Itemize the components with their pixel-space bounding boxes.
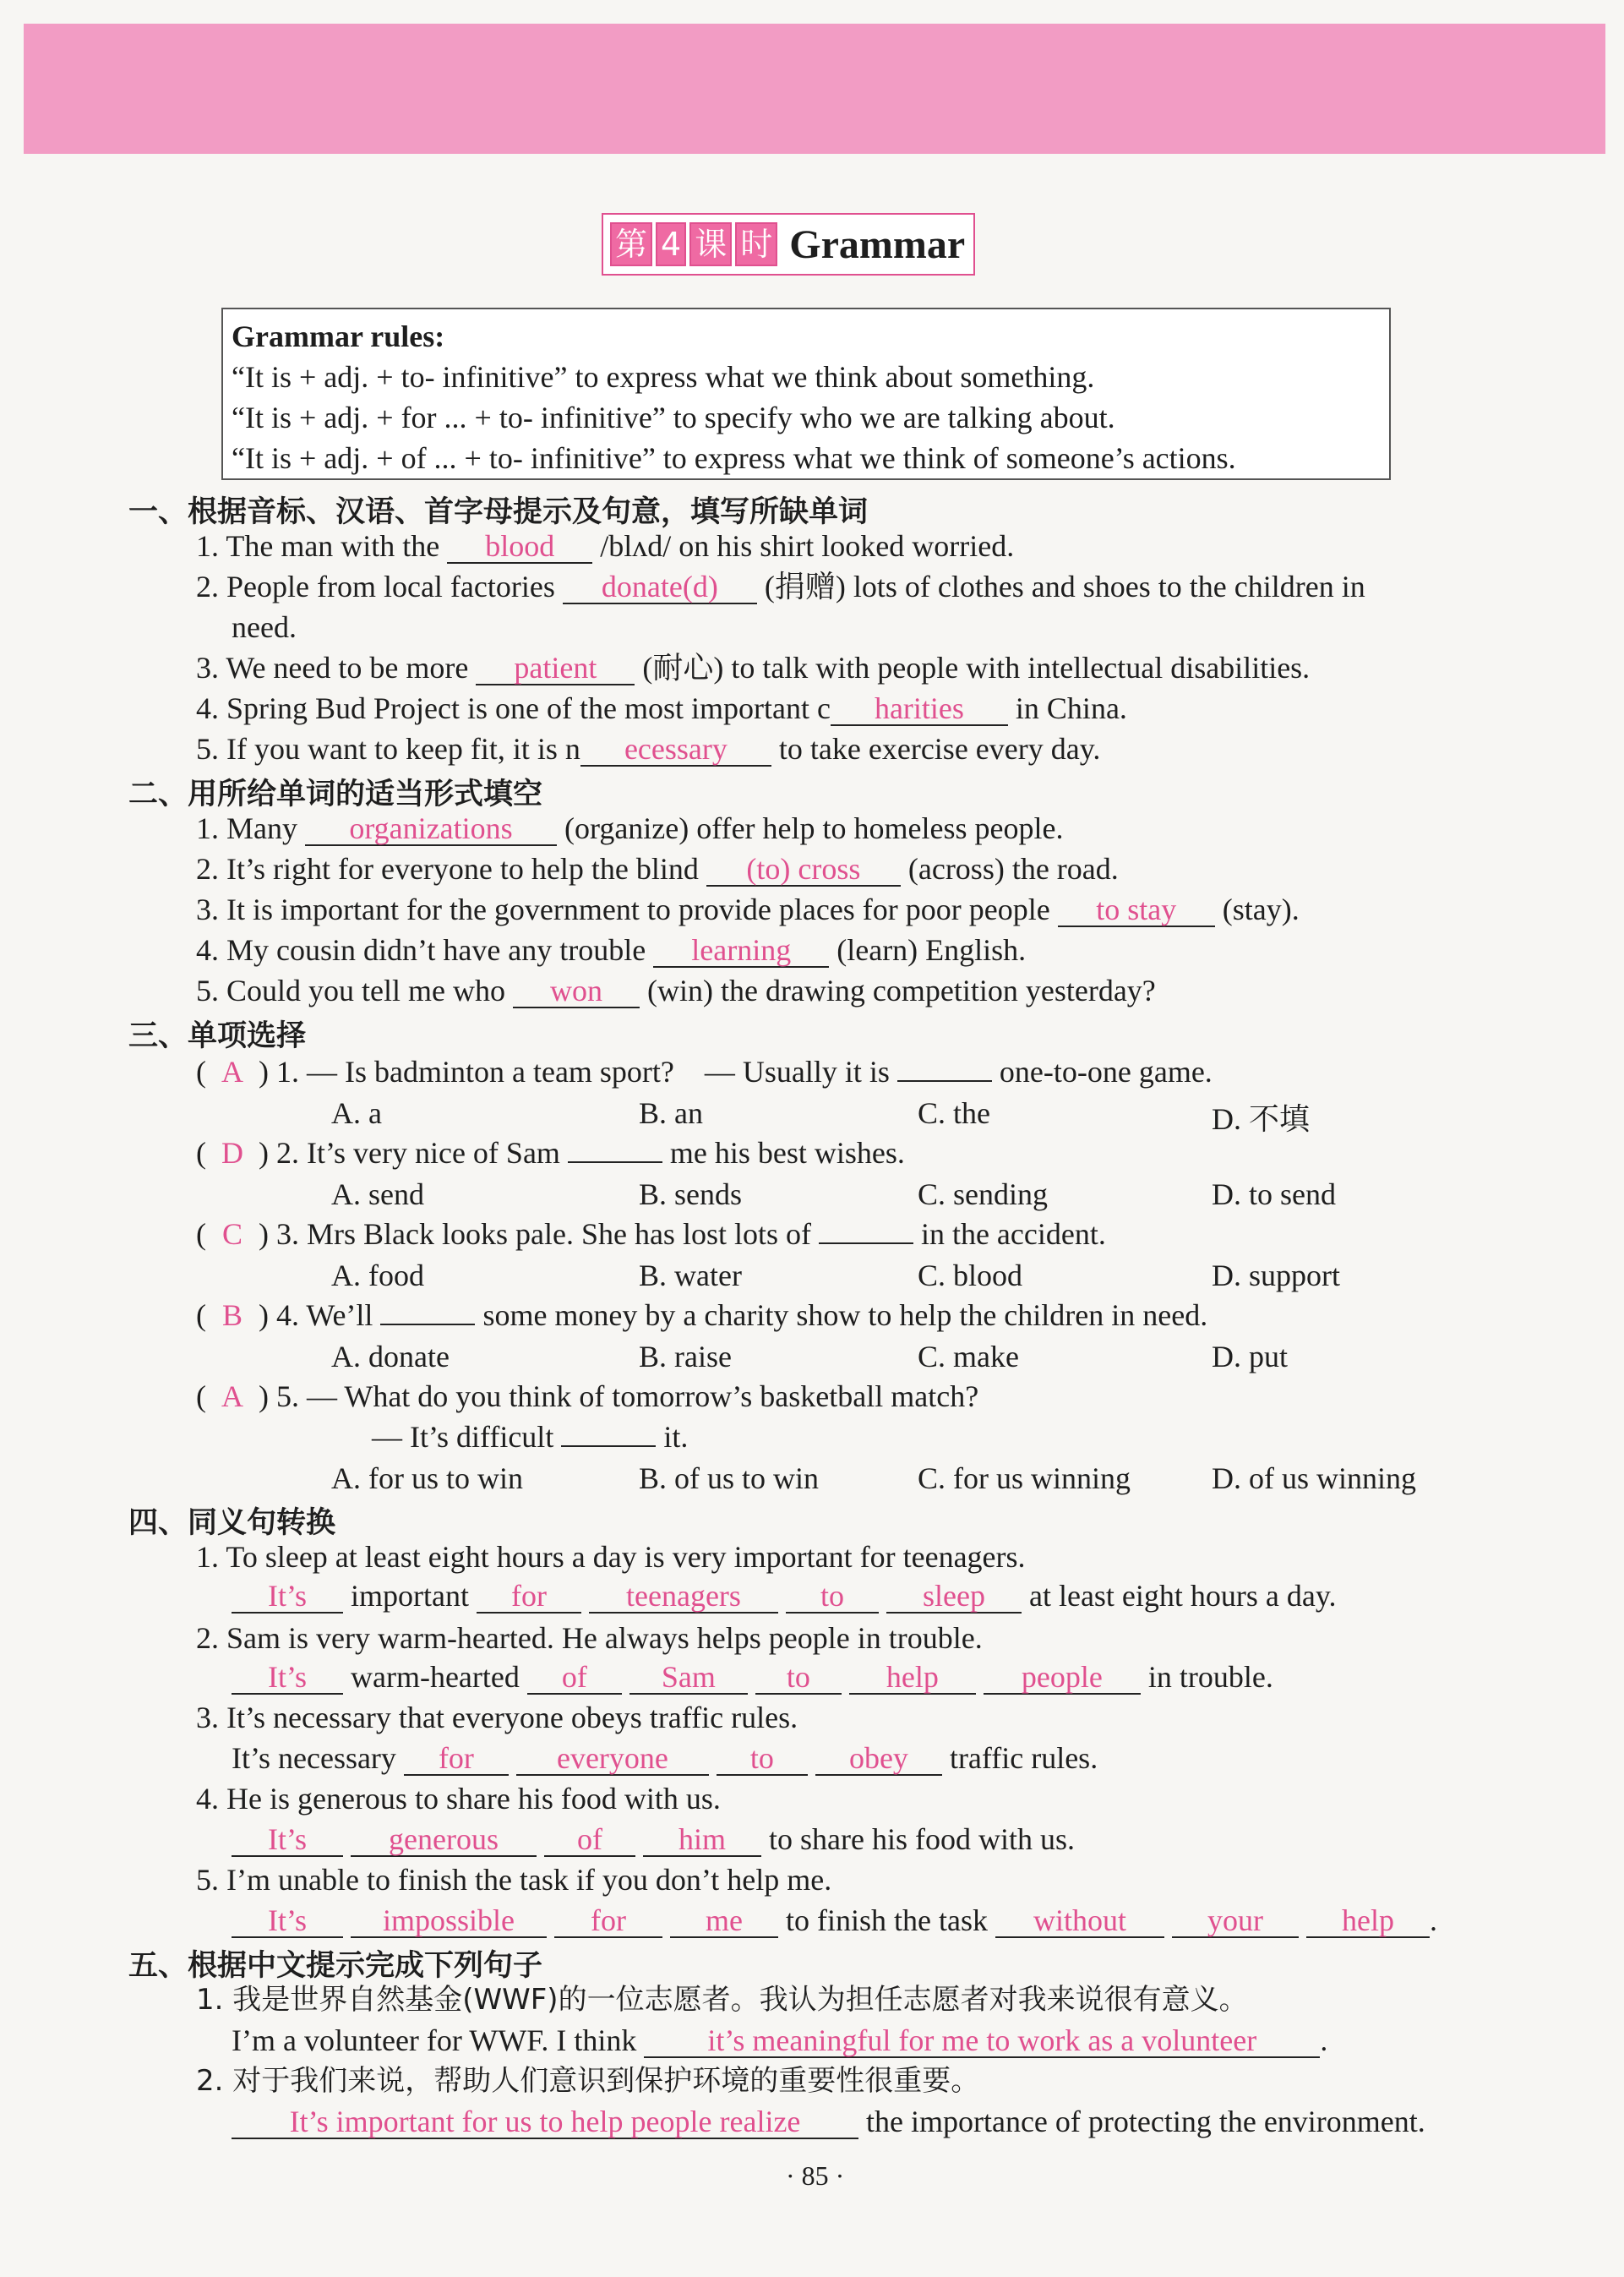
answer: C: [221, 1217, 243, 1251]
answer: blood: [447, 530, 592, 564]
answer: help: [849, 1661, 976, 1695]
option: B. raise: [639, 1340, 732, 1373]
answer: donate(d): [563, 571, 757, 604]
answer: won: [513, 975, 640, 1008]
s1-q4: 4. Spring Bud Project is one of the most important c harities in China.: [196, 691, 1127, 725]
rule-line: “It is + adj. + to- infinitive” to express what we think about something.: [232, 360, 1095, 394]
s4-q2-source: 2. Sam is very warm-hearted. He always helps people in trouble.: [196, 1621, 983, 1655]
s4-q5-answer: It’s impossible for me to finish the task without your help .: [232, 1902, 1437, 1939]
s4-q1-answer: It’s important for teenagers to sleep at least eight hours a day.: [232, 1577, 1337, 1614]
s1-q3: 3. We need to be more patient (耐心) to talk with people with intellectual disabilities.: [196, 651, 1311, 685]
s2-q5: 5. Could you tell me who won (win) the drawing competition yesterday?: [196, 974, 1156, 1007]
answer: people: [984, 1661, 1141, 1695]
s3-q3: ( C ) 3. Mrs Black looks pale. She has lost lots of in the accident.: [196, 1217, 1106, 1251]
answer: to: [755, 1661, 842, 1695]
lesson-title: [602, 213, 975, 276]
s4-q5-source: 5. I’m unable to finish the task if you don’t help me.: [196, 1863, 832, 1897]
s3-q1: ( A ) 1. — Is badminton a team sport? — Usually it is one-to-one game.: [196, 1055, 1213, 1089]
answer: (to) cross: [706, 853, 901, 887]
s4-q2-answer: It’s warm-hearted of Sam to help people in trouble.: [232, 1658, 1273, 1695]
section-5-heading: 五、根据中文提示完成下列句子: [128, 1949, 543, 1983]
option: C. make: [918, 1340, 1019, 1373]
option: A. food: [331, 1259, 424, 1292]
answer: ecessary: [580, 733, 771, 767]
s4-q4-source: 4. He is generous to share his food with us.: [196, 1782, 721, 1816]
answer: Sam: [629, 1661, 748, 1695]
rule-line: “It is + adj. + for ... + to- infinitive” to specify who we are talking about.: [232, 401, 1115, 434]
s5-q1-chinese: 1. 我是世界自然基金(WWF)的一位志愿者。我认为担任志愿者对我来说很有意义。: [196, 1983, 1248, 2017]
s2-q4: 4. My cousin didn’t have any trouble learning (learn) English.: [196, 933, 1027, 967]
answer: B: [221, 1298, 243, 1332]
title-box-4: 时: [735, 222, 777, 266]
answer: for: [477, 1580, 581, 1614]
answer: A: [221, 1379, 243, 1413]
option: A. for us to win: [331, 1461, 523, 1495]
option: A. a: [331, 1096, 382, 1130]
option: B. an: [639, 1096, 703, 1130]
option: C. the: [918, 1096, 990, 1130]
option: D. 不填: [1212, 1102, 1310, 1136]
answer: It’s: [232, 1580, 343, 1614]
option: C. for us winning: [918, 1461, 1131, 1495]
answer: your: [1172, 1904, 1299, 1938]
s4-q1-source: 1. To sleep at least eight hours a day is very important for teenagers.: [196, 1540, 1026, 1574]
grammar-rules-box: [221, 308, 1391, 480]
header-banner: [24, 24, 1605, 154]
answer: harities: [831, 692, 1008, 726]
section-3-heading: 三、单项选择: [128, 1019, 307, 1053]
answer: of: [544, 1823, 635, 1857]
s2-q3: 3. It is important for the government to provide places for poor people to stay (stay).: [196, 893, 1300, 926]
s5-q2-chinese: 2. 对于我们来说，帮助人们意识到保护环境的重要性很重要。: [196, 2064, 980, 2098]
option: D. support: [1212, 1259, 1340, 1292]
option: D. to send: [1212, 1177, 1336, 1211]
option: C. blood: [918, 1259, 1023, 1292]
answer: without: [995, 1904, 1164, 1938]
title-box-1: 第: [610, 222, 652, 266]
option: D. of us winning: [1212, 1461, 1416, 1495]
page-number: · 85 ·: [786, 2160, 845, 2191]
s3-q4: ( B ) 4. We’ll some money by a charity show to help the children in need.: [196, 1298, 1208, 1332]
answer: teenagers: [589, 1580, 778, 1614]
title-box-2: 4: [656, 222, 686, 266]
s3-q5: ( A ) 5. — What do you think of tomorrow’s basketball match?: [196, 1379, 979, 1413]
title-box-3: 课: [689, 222, 732, 266]
answer: of: [527, 1661, 622, 1695]
s4-q4-answer: It’s generous of him to share his food with us.: [232, 1821, 1075, 1858]
s3-q5-line2: — It’s difficult it.: [372, 1420, 689, 1454]
answer: it’s meaningful for me to work as a volunteer: [644, 2024, 1320, 2058]
answer: impossible: [351, 1904, 547, 1938]
option: A. donate: [331, 1340, 450, 1373]
s1-q5: 5. If you want to keep fit, it is n ecessary to take exercise every day.: [196, 732, 1101, 766]
section-1-heading: 一、根据音标、汉语、首字母提示及句意，填写所缺单词: [128, 495, 869, 529]
s5-q1-answer: I’m a volunteer for WWF. I think it’s meaningful for me to work as a volunteer .: [232, 2023, 1328, 2057]
s4-q3-answer: It’s necessary for everyone to obey traffic rules.: [232, 1741, 1098, 1775]
answer: It’s important for us to help people realize: [232, 2105, 858, 2139]
option: A. send: [331, 1177, 424, 1211]
section-2-heading: 二、用所给单词的适当形式填空: [128, 778, 543, 811]
answer: for: [404, 1742, 509, 1776]
s1-q2: 2. People from local factories donate(d) (捐赠) lots of clothes and shoes to the children in: [196, 570, 1365, 603]
rules-heading: Grammar rules:: [232, 319, 445, 353]
option: B. water: [639, 1259, 742, 1292]
answer: obey: [815, 1742, 942, 1776]
section-4-heading: 四、同义句转换: [128, 1506, 336, 1540]
answer: patient: [476, 652, 635, 685]
answer: everyone: [516, 1742, 709, 1776]
s3-q2: ( D ) 2. It’s very nice of Sam me his best wishes.: [196, 1136, 905, 1170]
answer: him: [643, 1823, 761, 1857]
s2-q1: 1. Many organizations (organize) offer help to homeless people.: [196, 811, 1064, 845]
option: C. sending: [918, 1177, 1049, 1211]
s2-q2: 2. It’s right for everyone to help the blind (to) cross (across) the road.: [196, 852, 1119, 886]
answer: for: [554, 1904, 662, 1938]
rule-line: “It is + adj. + of ... + to- infinitive” to express what we think of someone’s actions.: [232, 441, 1236, 475]
answer: A: [221, 1055, 243, 1089]
option: B. of us to win: [639, 1461, 820, 1495]
title-text: Grammar: [789, 221, 966, 267]
answer: to stay: [1058, 893, 1215, 927]
option: D. put: [1212, 1340, 1288, 1373]
answer: sleep: [886, 1580, 1022, 1614]
answer: to: [786, 1580, 879, 1614]
answer: D: [221, 1136, 243, 1170]
answer: It’s: [232, 1661, 343, 1695]
s5-q2-answer: It’s important for us to help people realize the importance of protecting the environment.: [232, 2103, 1425, 2140]
s1-q2-cont: need.: [232, 610, 297, 644]
answer: help: [1306, 1904, 1430, 1938]
option: B. sends: [639, 1177, 743, 1211]
answer: to: [717, 1742, 808, 1776]
answer: It’s: [232, 1823, 343, 1857]
answer: organizations: [305, 812, 557, 846]
s1-q1: 1. The man with the blood /blʌd/ on his shirt looked worried.: [196, 529, 1015, 563]
answer: me: [670, 1904, 778, 1938]
answer: generous: [351, 1823, 537, 1857]
answer: It’s: [232, 1904, 343, 1938]
answer: learning: [653, 934, 829, 968]
s4-q3-source: 3. It’s necessary that everyone obeys traffic rules.: [196, 1701, 798, 1734]
